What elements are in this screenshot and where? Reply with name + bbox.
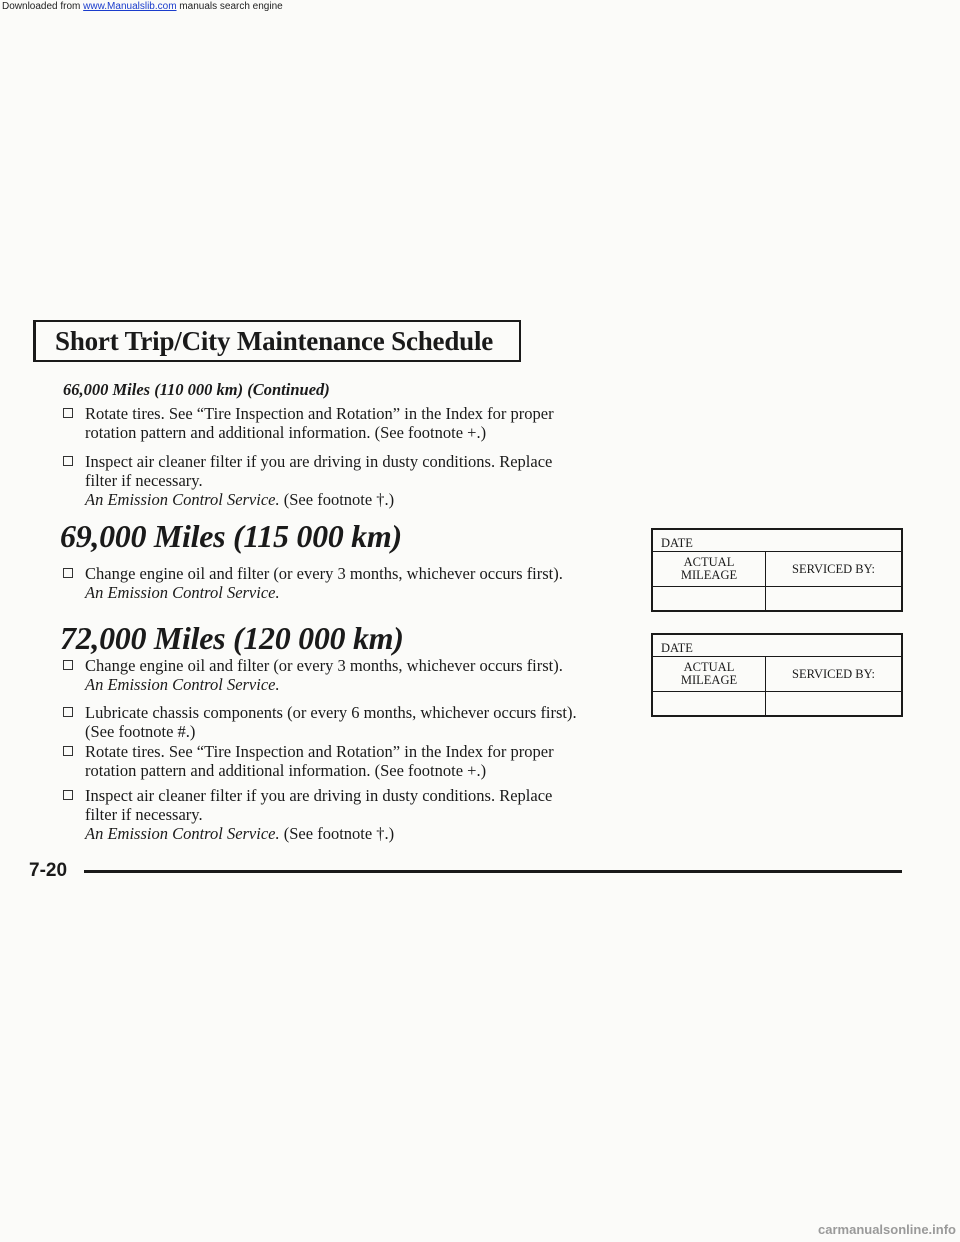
checklist-item: Rotate tires. See “Tire Inspection and Rotation” in the Index for proper rotation pattern and additional information. (See footnote +.) [63, 742, 623, 780]
checklist-item: Inspect air cleaner filter if you are driving in dusty conditions. Replace filter if necessary. An Emission Control Service. (See footnote †.) [63, 452, 623, 509]
checkbox-icon[interactable] [63, 790, 73, 800]
checkbox-icon[interactable] [63, 746, 73, 756]
checklist-item: Lubricate chassis components (or every 6 months, whichever occurs first). (See footnote #.) [63, 703, 623, 741]
service-record-table-72000 [651, 633, 903, 717]
actual-mileage-field[interactable] [653, 692, 766, 715]
page-number: 7-20 [29, 860, 68, 881]
checklist-item: Change engine oil and filter (or every 3 months, whichever occurs first). An Emission Control Service. [63, 656, 623, 694]
checkbox-icon[interactable] [63, 456, 73, 466]
section-heading-69000: 69,000 Miles (115 000 km) [60, 518, 402, 554]
checkbox-icon[interactable] [63, 707, 73, 717]
page-title: Short Trip/City Maintenance Schedule [55, 325, 494, 356]
page-title-box [33, 320, 521, 362]
checklist-item: Inspect air cleaner filter if you are driving in dusty conditions. Replace filter if necessary. An Emission Control Service. (See footnote †.) [63, 786, 623, 843]
actual-mileage-header: ACTUAL MILEAGE [653, 657, 766, 691]
download-banner: Downloaded from www.Manualslib.com manuals search engine [2, 1, 283, 12]
date-field[interactable]: DATE [653, 530, 901, 552]
checklist-item: Change engine oil and filter (or every 3 months, whichever occurs first). An Emission Control Service. [63, 564, 623, 602]
serviced-by-field[interactable] [766, 587, 901, 610]
checklist-item: Rotate tires. See “Tire Inspection and Rotation” in the Index for proper rotation pattern and additional information. (See footnote +.) [63, 404, 623, 442]
serviced-by-field[interactable] [766, 692, 901, 715]
checkbox-icon[interactable] [63, 408, 73, 418]
watermark: carmanualsonline.info [818, 1222, 956, 1237]
footer-rule [84, 870, 902, 873]
serviced-by-header: SERVICED BY: [792, 561, 875, 576]
service-record-table-69000 [651, 528, 903, 612]
checkbox-icon[interactable] [63, 568, 73, 578]
date-field[interactable]: DATE [653, 635, 901, 657]
section-subhead-66000: 66,000 Miles (110 000 km) (Continued) [63, 380, 330, 399]
checkbox-icon[interactable] [63, 660, 73, 670]
actual-mileage-header: ACTUAL MILEAGE [653, 552, 766, 586]
actual-mileage-field[interactable] [653, 587, 766, 610]
section-heading-72000: 72,000 Miles (120 000 km) [60, 620, 404, 656]
manualslib-link[interactable]: www.Manualslib.com [83, 1, 177, 12]
serviced-by-header: SERVICED BY: [792, 666, 875, 681]
